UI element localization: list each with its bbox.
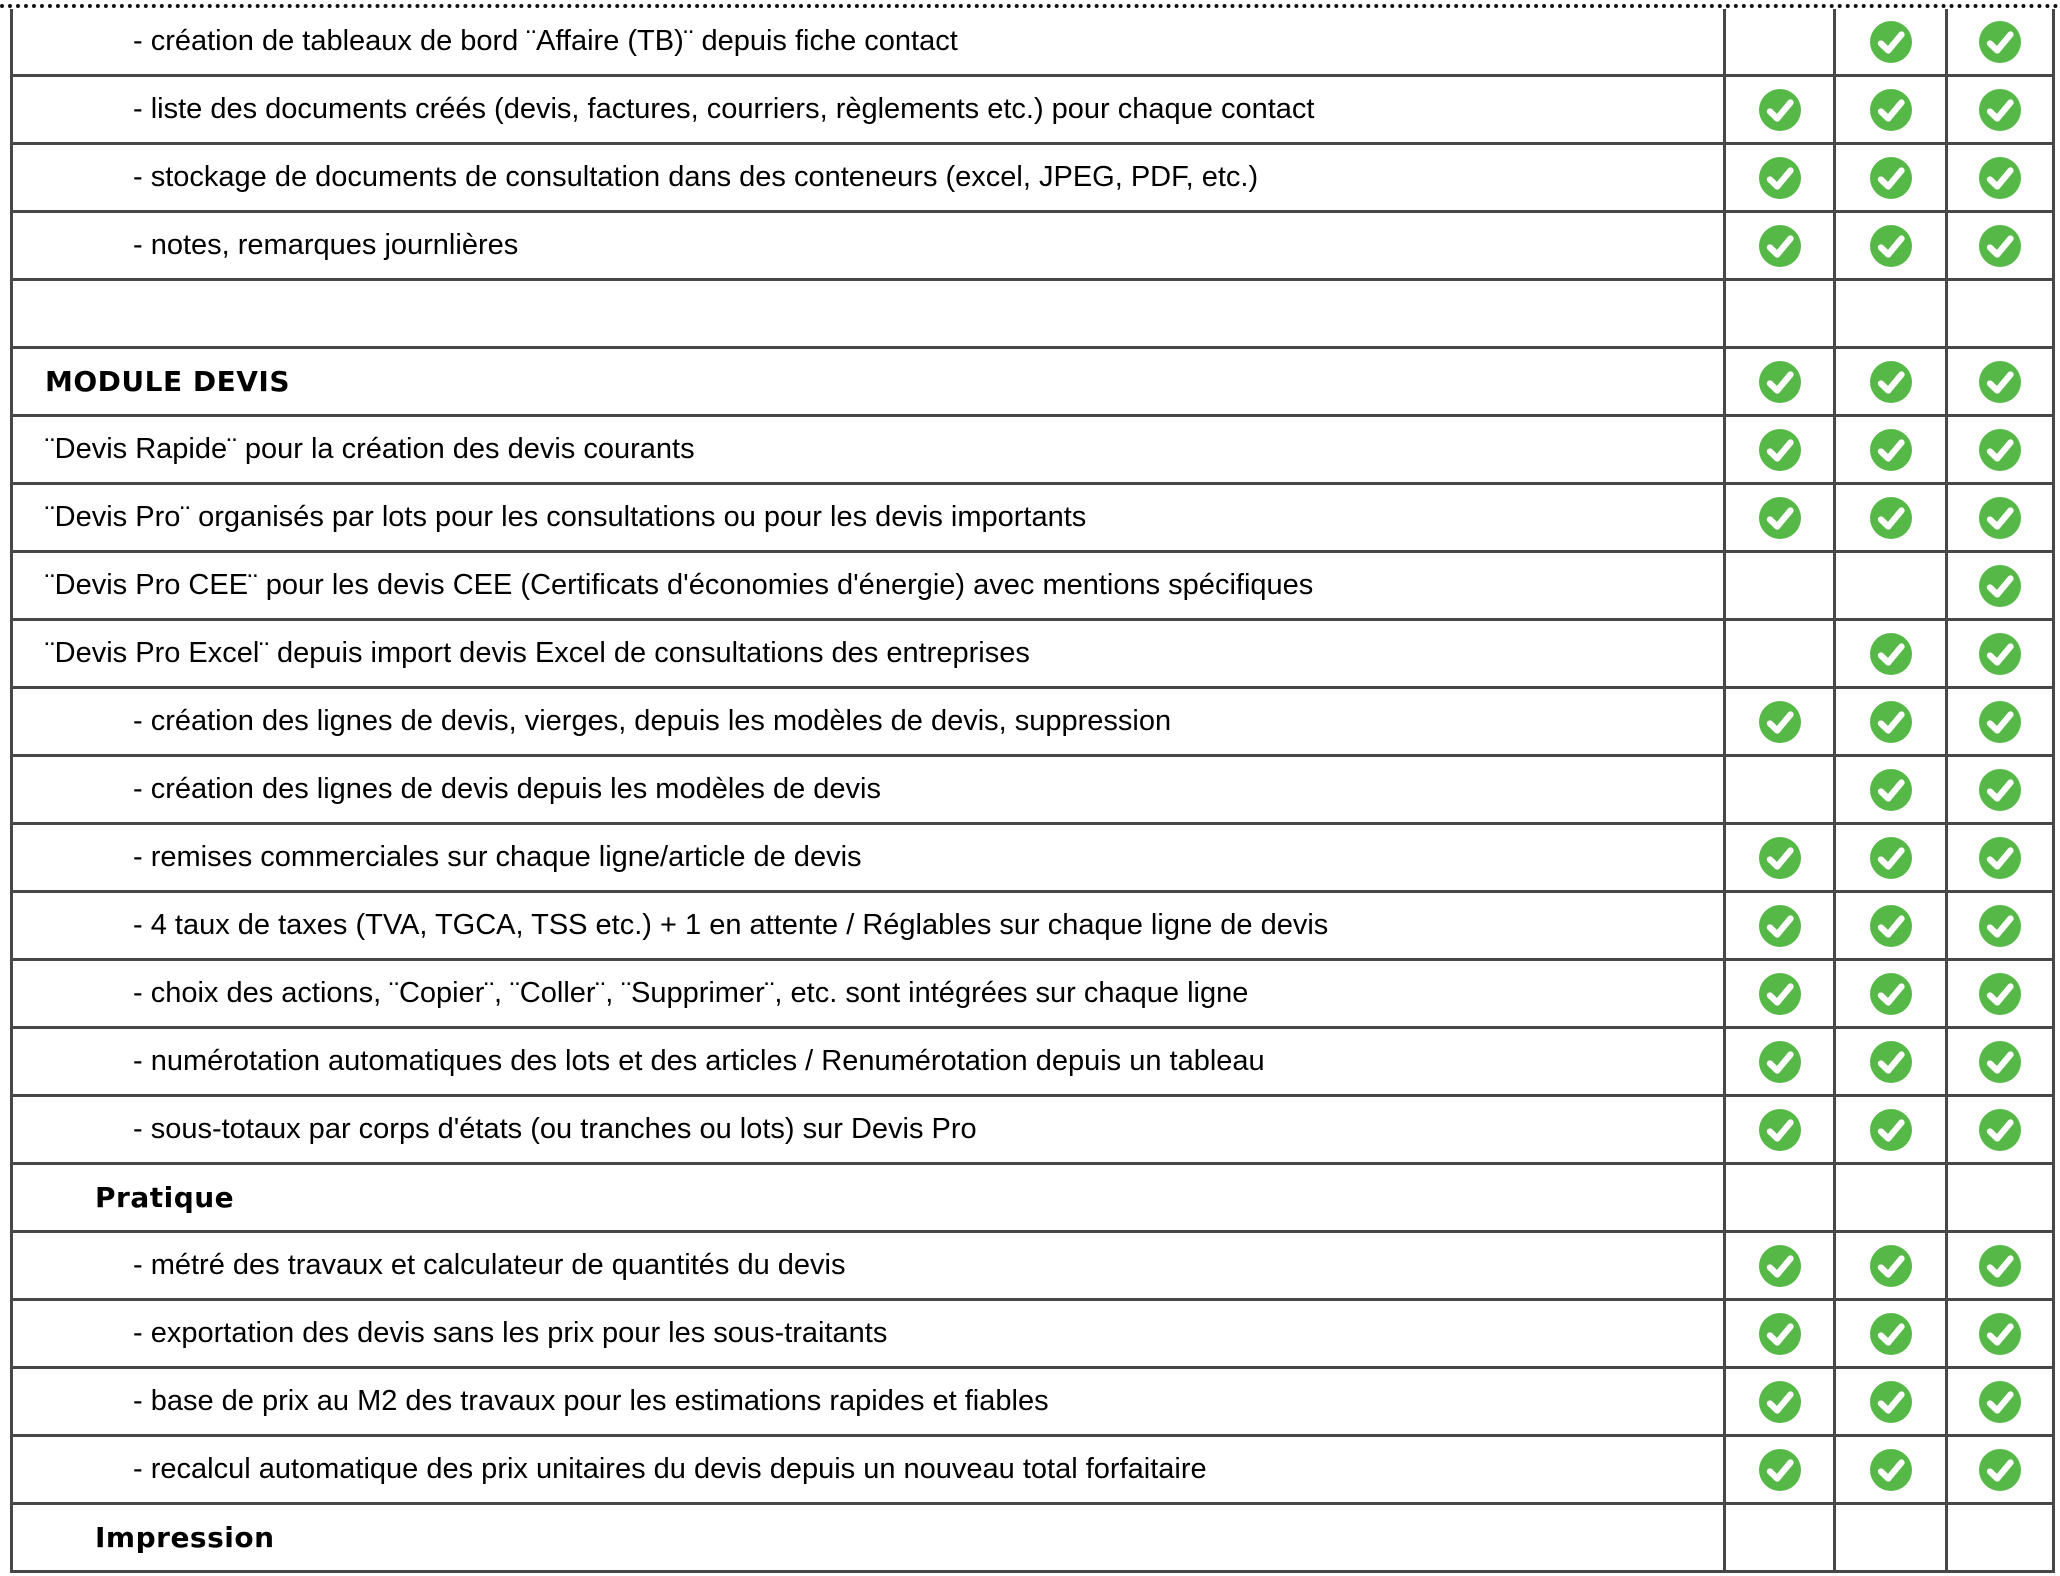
check-cell [1947, 1436, 2054, 1504]
check-cell [1835, 144, 1947, 212]
check-circle-icon [1869, 904, 1913, 948]
table-row [12, 960, 2054, 1028]
check-cell [1725, 9, 1835, 76]
check-cell [1725, 1096, 1835, 1164]
check-circle-icon [1869, 428, 1913, 472]
table-row [12, 756, 2054, 824]
table-row [12, 1368, 2054, 1436]
check-cell [1947, 960, 2054, 1028]
check-circle-icon [1978, 88, 2022, 132]
check-circle-icon [1758, 1448, 1802, 1492]
check-circle-icon [1869, 1312, 1913, 1356]
check-cell [1835, 620, 1947, 688]
check-circle-icon [1758, 1108, 1802, 1152]
feature-comparison-table [10, 9, 2055, 1573]
check-circle-icon [1978, 972, 2022, 1016]
check-cell [1947, 620, 2054, 688]
check-cell [1725, 144, 1835, 212]
feature-label: - métré des travaux et calculateur de quantités du devis [12, 1232, 1725, 1300]
check-cell [1725, 756, 1835, 824]
check-cell [1835, 280, 1947, 348]
check-circle-icon [1978, 20, 2022, 64]
check-circle-icon [1758, 1040, 1802, 1084]
check-cell [1835, 348, 1947, 416]
check-circle-icon [1758, 1380, 1802, 1424]
table-row [12, 688, 2054, 756]
check-cell [1835, 1436, 1947, 1504]
check-circle-icon [1978, 224, 2022, 268]
check-cell [1725, 416, 1835, 484]
feature-label: - recalcul automatique des prix unitaires du devis depuis un nouveau total forfaitaire [12, 1436, 1725, 1504]
check-circle-icon [1758, 88, 1802, 132]
check-cell [1835, 1232, 1947, 1300]
check-cell [1725, 552, 1835, 620]
check-cell [1835, 212, 1947, 280]
check-cell [1947, 1028, 2054, 1096]
check-cell [1835, 824, 1947, 892]
check-cell [1947, 1300, 2054, 1368]
feature-label: - notes, remarques journlières [12, 212, 1725, 280]
check-cell [1835, 688, 1947, 756]
check-cell [1725, 212, 1835, 280]
check-cell [1725, 1300, 1835, 1368]
check-circle-icon [1978, 564, 2022, 608]
check-circle-icon [1978, 496, 2022, 540]
check-cell [1725, 348, 1835, 416]
check-circle-icon [1758, 428, 1802, 472]
feature-label: - sous-totaux par corps d'états (ou tranches ou lots) sur Devis Pro [12, 1096, 1725, 1164]
table-row [12, 824, 2054, 892]
check-circle-icon [1869, 836, 1913, 880]
check-circle-icon [1869, 1448, 1913, 1492]
check-cell [1725, 484, 1835, 552]
feature-label: - création de tableaux de bord ¨Affaire (TB)¨ depuis fiche contact [12, 9, 1725, 76]
feature-label: - choix des actions, ¨Copier¨, ¨Coller¨, ¨Supprimer¨, etc. sont intégrées sur chaque ligne [12, 960, 1725, 1028]
check-cell [1947, 1164, 2054, 1232]
check-circle-icon [1758, 156, 1802, 200]
table-row [12, 76, 2054, 144]
check-cell [1835, 9, 1947, 76]
feature-label: ¨Devis Pro¨ organisés par lots pour les consultations ou pour les devis importants [12, 484, 1725, 552]
check-cell [1835, 1504, 1947, 1572]
check-circle-icon [1978, 904, 2022, 948]
check-cell [1725, 1164, 1835, 1232]
check-cell [1947, 280, 2054, 348]
check-circle-icon [1869, 1040, 1913, 1084]
table-row [12, 9, 2054, 76]
check-cell [1725, 1436, 1835, 1504]
page-top-dotted-border [0, 4, 2060, 8]
table-row [12, 1436, 2054, 1504]
check-cell [1835, 484, 1947, 552]
subsection-header-label: Impression [12, 1504, 1725, 1572]
check-cell [1947, 9, 2054, 76]
check-cell [1725, 1504, 1835, 1572]
table-row [12, 1300, 2054, 1368]
check-cell [1725, 1028, 1835, 1096]
check-cell [1835, 756, 1947, 824]
table-row [12, 1096, 2054, 1164]
table-row [12, 1232, 2054, 1300]
check-circle-icon [1869, 1108, 1913, 1152]
table-row [12, 1164, 2054, 1232]
check-circle-icon [1758, 224, 1802, 268]
check-circle-icon [1758, 360, 1802, 404]
check-cell [1947, 688, 2054, 756]
feature-label: - création des lignes de devis, vierges, depuis les modèles de devis, suppression [12, 688, 1725, 756]
check-cell [1947, 892, 2054, 960]
table-row [12, 552, 2054, 620]
check-cell [1947, 212, 2054, 280]
check-cell [1947, 76, 2054, 144]
check-circle-icon [1869, 1380, 1913, 1424]
check-circle-icon [1978, 768, 2022, 812]
check-cell [1947, 1368, 2054, 1436]
check-cell [1835, 416, 1947, 484]
check-circle-icon [1869, 20, 1913, 64]
check-circle-icon [1978, 700, 2022, 744]
check-cell [1947, 1232, 2054, 1300]
check-circle-icon [1978, 360, 2022, 404]
check-circle-icon [1869, 224, 1913, 268]
table-row [12, 144, 2054, 212]
subsection-header-label: Pratique [12, 1164, 1725, 1232]
check-circle-icon [1978, 428, 2022, 472]
check-circle-icon [1978, 156, 2022, 200]
check-circle-icon [1869, 156, 1913, 200]
check-cell [1835, 1300, 1947, 1368]
check-cell [1725, 688, 1835, 756]
feature-label: ¨Devis Pro CEE¨ pour les devis CEE (Certificats d'économies d'énergie) avec mentions spécifiques [12, 552, 1725, 620]
check-cell [1835, 76, 1947, 144]
check-cell [1835, 960, 1947, 1028]
feature-label [12, 280, 1725, 348]
check-cell [1835, 892, 1947, 960]
check-circle-icon [1978, 1380, 2022, 1424]
check-cell [1835, 1096, 1947, 1164]
check-cell [1835, 1028, 1947, 1096]
feature-label: - stockage de documents de consultation dans des conteneurs (excel, JPEG, PDF, etc.) [12, 144, 1725, 212]
table-row [12, 620, 2054, 688]
check-circle-icon [1869, 88, 1913, 132]
table-row [12, 892, 2054, 960]
check-cell [1835, 552, 1947, 620]
check-circle-icon [1758, 904, 1802, 948]
table-row [12, 212, 2054, 280]
feature-label: - liste des documents créés (devis, factures, courriers, règlements etc.) pour chaque contact [12, 76, 1725, 144]
check-circle-icon [1869, 972, 1913, 1016]
feature-label: ¨Devis Rapide¨ pour la création des devis courants [12, 416, 1725, 484]
check-circle-icon [1869, 360, 1913, 404]
table-row [12, 280, 2054, 348]
check-cell [1947, 1096, 2054, 1164]
check-cell [1835, 1164, 1947, 1232]
check-cell [1725, 620, 1835, 688]
check-cell [1947, 144, 2054, 212]
check-circle-icon [1869, 1244, 1913, 1288]
feature-label: - base de prix au M2 des travaux pour les estimations rapides et fiables [12, 1368, 1725, 1436]
check-circle-icon [1758, 836, 1802, 880]
table-row [12, 348, 2054, 416]
check-cell [1947, 348, 2054, 416]
feature-label: - numérotation automatiques des lots et des articles / Renumérotation depuis un tableau [12, 1028, 1725, 1096]
check-circle-icon [1758, 700, 1802, 744]
check-cell [1725, 280, 1835, 348]
check-cell [1947, 484, 2054, 552]
check-cell [1725, 76, 1835, 144]
check-circle-icon [1978, 836, 2022, 880]
feature-label: - exportation des devis sans les prix pour les sous-traitants [12, 1300, 1725, 1368]
feature-label: ¨Devis Pro Excel¨ depuis import devis Excel de consultations des entreprises [12, 620, 1725, 688]
check-circle-icon [1758, 496, 1802, 540]
feature-label: - création des lignes de devis depuis les modèles de devis [12, 756, 1725, 824]
check-cell [1725, 960, 1835, 1028]
check-circle-icon [1758, 1244, 1802, 1288]
check-cell [1725, 1368, 1835, 1436]
feature-label: - remises commerciales sur chaque ligne/article de devis [12, 824, 1725, 892]
check-circle-icon [1978, 1312, 2022, 1356]
check-circle-icon [1758, 972, 1802, 1016]
feature-label: - 4 taux de taxes (TVA, TGCA, TSS etc.) + 1 en attente / Réglables sur chaque ligne de devis [12, 892, 1725, 960]
check-circle-icon [1978, 1108, 2022, 1152]
check-circle-icon [1869, 700, 1913, 744]
section-header-label: MODULE DEVIS [12, 348, 1725, 416]
check-cell [1947, 756, 2054, 824]
check-circle-icon [1978, 632, 2022, 676]
check-circle-icon [1978, 1448, 2022, 1492]
table-row [12, 484, 2054, 552]
check-circle-icon [1978, 1244, 2022, 1288]
check-circle-icon [1869, 496, 1913, 540]
check-cell [1947, 824, 2054, 892]
check-circle-icon [1869, 768, 1913, 812]
check-cell [1947, 416, 2054, 484]
table-row [12, 416, 2054, 484]
check-circle-icon [1869, 632, 1913, 676]
check-cell [1725, 892, 1835, 960]
check-circle-icon [1758, 1312, 1802, 1356]
check-circle-icon [1978, 1040, 2022, 1084]
check-cell [1947, 1504, 2054, 1572]
check-cell [1725, 824, 1835, 892]
check-cell [1947, 552, 2054, 620]
table-row [12, 1504, 2054, 1572]
check-cell [1725, 1232, 1835, 1300]
table-row [12, 1028, 2054, 1096]
check-cell [1835, 1368, 1947, 1436]
